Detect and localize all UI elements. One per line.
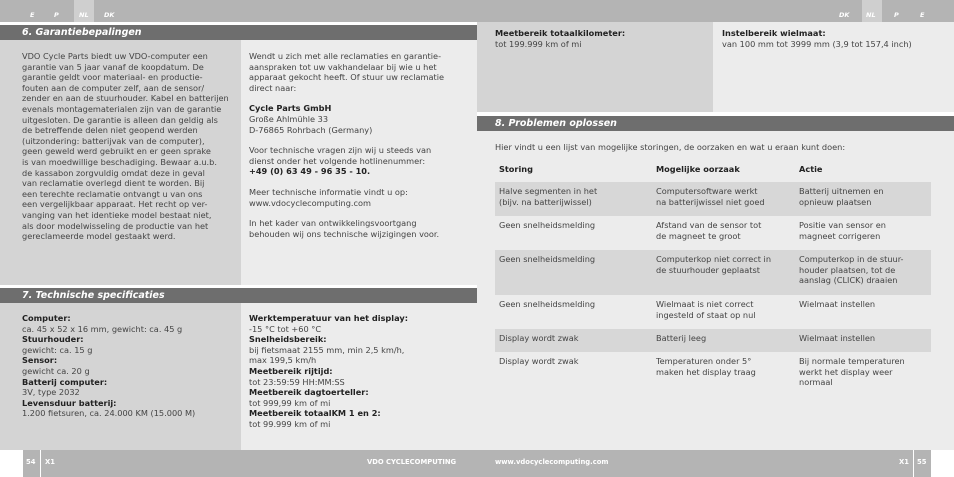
spec-trip-label: Meetbereik dagtoerteller: [249, 387, 369, 398]
lang-e-left[interactable]: E [30, 11, 35, 19]
table-row [495, 295, 931, 329]
total-km-label: Meetbereik totaalkilometer: [495, 28, 626, 38]
table-cell-oorzaak: Wielmaat is niet correct ingesteld of staat op nul [656, 299, 756, 320]
lang-dk-right[interactable]: DK [839, 11, 850, 19]
spec-speed-range-label: Snelheidsbereik: [249, 334, 327, 345]
table-cell-storing: Display wordt zwak [499, 356, 579, 366]
table-cell-oorzaak: Temperaturen onder 5° maken het display traag [656, 356, 756, 377]
table-cell-actie: Computerkop in de stuur- houder plaatsen, tot de aanslag (CLICK) draaien [799, 254, 904, 286]
header-actie: Actie [799, 164, 823, 174]
total-km-block [477, 22, 713, 112]
spec-display-temp-label: Werktemperatuur van het display: [249, 313, 408, 323]
spec-total12-label: Meetbereik totaalKM 1 en 2: [249, 408, 381, 419]
table-cell-actie: Bij normale temperaturen werkt het display weer normaal [799, 356, 905, 388]
table-cell-storing: Display wordt zwak [499, 333, 579, 343]
table-cell-storing: Geen snelheidsmelding [499, 220, 596, 230]
spec-handlebar-value: gewicht: ca. 15 g [22, 344, 93, 355]
section-7-col2 [241, 303, 477, 450]
section-7-col1 [0, 303, 241, 450]
table-cell-oorzaak: Computerkop niet correct in de stuurhouder geplaatst [656, 254, 772, 275]
table-cell-actie: Positie van sensor en magneet corrigeren [799, 220, 886, 241]
website-link[interactable]: www.vdocyclecomputing.com [495, 458, 609, 466]
hotline-number: +49 (0) 63 49 - 96 35 - 10. [249, 166, 371, 177]
spec-sensor-value: gewicht ca. 20 g [22, 365, 90, 376]
wheel-size-block [713, 22, 954, 112]
section-7-header [0, 288, 477, 303]
lang-dk-left[interactable]: DK [104, 11, 115, 19]
spec-ride-time-value: tot 23:59:59 HH:MM:SS [249, 376, 345, 387]
contact-intro: Wendt u zich met alle reclamaties en garantie- aanspraken tot uw vakhandelaar bij wie u het apparaat gekocht heeft. Of stuur uw reclamatie direct naar: [249, 51, 445, 93]
table-cell-actie: Wielmaat instellen [799, 299, 876, 309]
page-number-right: 55 [917, 458, 927, 466]
table-cell-oorzaak: Batterij leeg [656, 333, 707, 343]
spec-display-temp-value: -15 °C tot +60 °C [249, 323, 322, 334]
table-row [495, 216, 931, 250]
spec-computer-label: Computer: [22, 313, 71, 323]
section-6-header [0, 25, 477, 40]
spec-computer-value: ca. 45 x 52 x 16 mm, gewicht: ca. 45 g [22, 323, 183, 334]
troubleshooting-table [495, 158, 931, 392]
header-oorzaak: Mogelijke oorzaak [656, 164, 740, 174]
wheel-size-value: van 100 mm tot 3999 mm (3,9 tot 157,4 inch) [722, 38, 912, 49]
table-cell-storing: Halve segmenten in het (bijv. na batterijwissel) [499, 186, 598, 207]
spec-battery-label: Batterij computer: [22, 376, 108, 387]
info-text: Meer technische informatie vindt u op: www.vdocyclecomputing.com [249, 186, 408, 208]
lang-nl-right[interactable]: NL [866, 11, 876, 19]
lang-p-right[interactable]: P [894, 11, 899, 19]
table-row [495, 329, 931, 352]
hotline-text: Voor technische vragen zijn wij u steeds van dienst onder het volgende hotlinenummer: [249, 145, 432, 166]
spec-battery-life-value: 1.200 fietsuren, ca. 24.000 KM (15.000 M) [22, 408, 196, 419]
table-cell-oorzaak: Afstand van de sensor tot de magneet te groot [656, 220, 762, 241]
lang-e-right[interactable]: E [920, 11, 925, 19]
page-number-left: 54 [26, 458, 36, 466]
top-language-bar [0, 0, 954, 22]
warranty-text: VDO Cycle Parts biedt uw VDO-computer een garantie van 5 jaar vanaf de koopdatum. De garantie geldt voor materiaal- en productie- fouten aan de computer zelf, aan de sensor/ zender en aan de stuurhouder. Kabel en batterijen evenals montagematerialen zijn van de garantie uitgesloten. De garantie is alleen dan geldig als de betreffende delen niet geopend werden (uitzondering: batterijvak van de computer), geen geweld werd gebruikt en er geen sprake is van moedwillige beschadiging. Bewaar a.u.b. de kassabon zorgvuldig omdat deze in geval van reclamatie overlegd dient te worden. Bij een terechte reclamatie ontvangt u van ons een vergelijkbaar apparaat. Het recht op ver- vanging van het identieke model bestaat niet, als door modelwisseling de productie van het gereclameerde model gestaakt werd. [22, 51, 229, 242]
spec-speed-range-value: bij fietsmaat 2155 mm, min 2,5 km/h, max 199,5 km/h [249, 344, 405, 366]
model-right: X1 [899, 458, 909, 466]
wheel-size-label: Instelbereik wielmaat: [722, 28, 826, 38]
table-row [495, 352, 931, 392]
spec-sensor-label: Sensor: [22, 355, 58, 366]
table-cell-oorzaak: Computersoftware werkt na batterijwissel niet goed [656, 186, 765, 207]
company-name: Cycle Parts GmbH [249, 103, 332, 114]
table-header-row [495, 158, 931, 182]
lang-nl-left[interactable]: NL [79, 11, 89, 19]
spec-battery-value: 3V, type 2032 [22, 387, 80, 398]
table-cell-storing: Geen snelheidsmelding [499, 254, 596, 264]
header-storing: Storing [499, 164, 533, 174]
table-cell-storing: Geen snelheidsmelding [499, 299, 596, 309]
table-row [495, 250, 931, 295]
model-left: X1 [45, 458, 55, 466]
total-km-value: tot 199.999 km of mi [495, 38, 582, 49]
section-6-col2 [241, 40, 477, 285]
table-cell-actie: Batterij uitnemen en opnieuw plaatsen [799, 186, 884, 207]
brand-label: VDO CYCLECOMPUTING [367, 458, 457, 466]
spec-battery-life-label: Levensduur batterij: [22, 397, 117, 408]
table-cell-actie: Wielmaat instellen [799, 333, 876, 343]
section-8-header [477, 116, 954, 131]
company-address: Große Ahlmühle 33 D-76865 Rohrbach (Germany) [249, 113, 373, 135]
troubleshooting-intro: Hier vindt u een lijst van mogelijke storingen, de oorzaken en wat u eraan kunt doen: [495, 142, 846, 152]
section-6-col1 [0, 40, 241, 285]
spec-trip-value: tot 999,99 km of mi [249, 397, 331, 408]
section-6-title: 6. Garantiebepalingen [22, 27, 142, 38]
section-7-title: 7. Technische specificaties [22, 290, 165, 301]
lang-p-left[interactable]: P [54, 11, 59, 19]
section-8-title: 8. Problemen oplossen [495, 118, 617, 129]
development-text: In het kader van ontwikkelingsvoortgang behouden wij ons technische wijzigingen voor. [249, 218, 440, 239]
spec-total12-value: tot 99.999 km of mi [249, 418, 331, 429]
spec-ride-time-label: Meetbereik rijtijd: [249, 365, 333, 376]
table-row [495, 182, 931, 216]
spec-handlebar-label: Stuurhouder: [22, 334, 84, 345]
